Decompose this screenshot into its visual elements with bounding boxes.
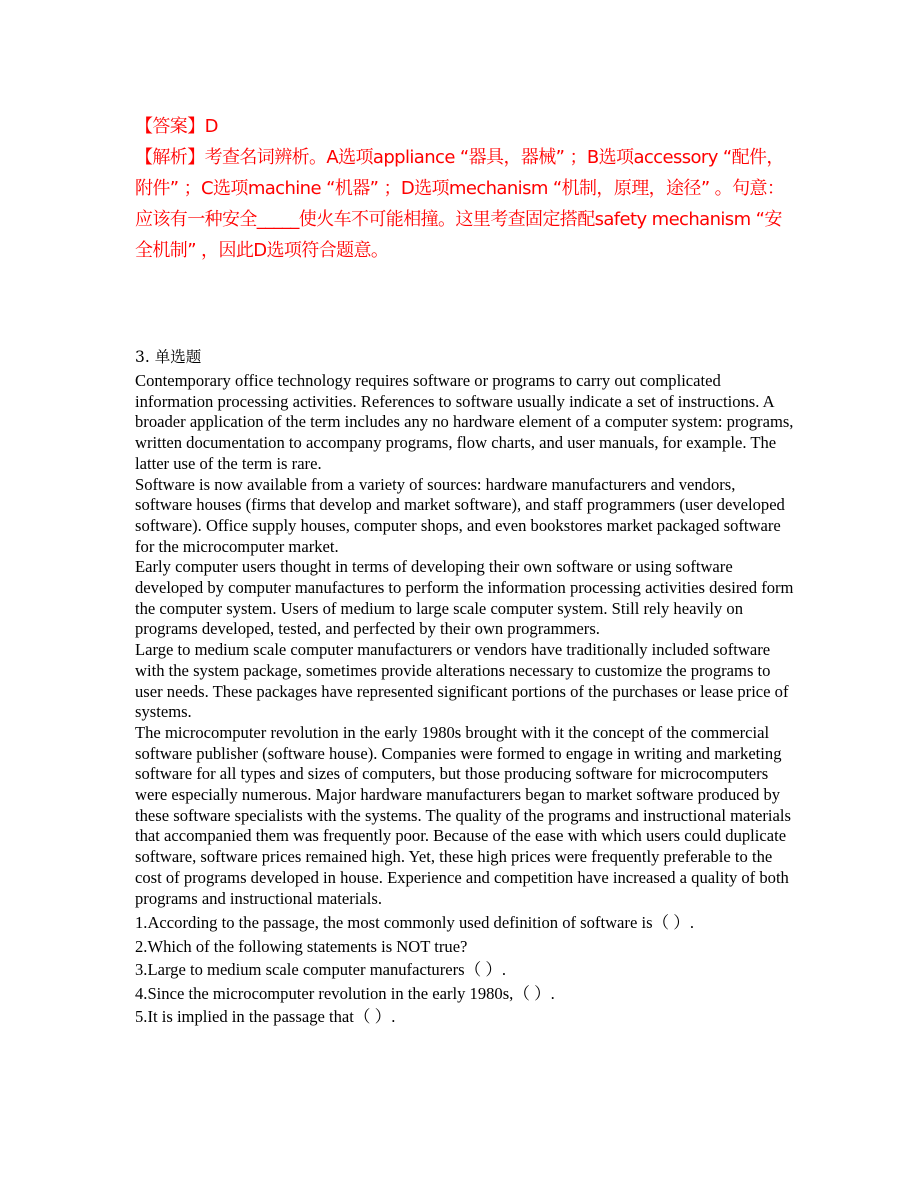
answer-line: 【答案】D xyxy=(135,116,218,137)
sub-question-4: 4.Since the microcomputer revolution in the early 1980s,（ ）. xyxy=(135,983,555,1003)
answer-explanation xyxy=(135,111,795,266)
sub-question-2: 2.Which of the following statements is NOT true? xyxy=(135,936,468,956)
passage-paragraph: Software is now available from a variety of sources: hardware manufacturers and vendors, software houses (firms that develop and market software), and staff programmers (user developed software). Office supply houses, computer shops, and even bookstores market packaged software for the microcomputer market. xyxy=(135,474,785,556)
question-section xyxy=(135,346,795,1028)
passage-paragraph: The microcomputer revolution in the early 1980s brought with it the concept of the commercial software publisher (software house). Companies were formed to engage in writing and marketing software for all types and sizes of computers, but those producing software for microcomputers were especially numerous. Major hardware manufacturers began to market software produced by these software specialists with the systems. The quality of the programs and instructional materials that accompanied them was frequently poor. Because of the ease with which users could duplicate software, software prices remained high. Yet, these high prices were frequently preferable to the cost of programs developed in house. Experience and competition have increased a quality of both programs and instructional materials. xyxy=(135,722,791,908)
passage-paragraph: Large to medium scale computer manufacturers or vendors have traditionally included software with the system package, sometimes provide alterations necessary to customize the programs to user needs. These packages have represented significant portions of the purchases or lease price of systems. xyxy=(135,640,789,722)
passage-paragraph: Early computer users thought in terms of developing their own software or using software developed by computer manufactures to perform the information processing activities desired form the computer system. Users of medium to large scale computer system. Still rely heavily on programs developed, tested, and perfected by their own programmers. xyxy=(135,557,794,639)
sub-question-5: 5.It is implied in the passage that（ ）. xyxy=(135,1006,396,1026)
sub-question-list xyxy=(135,911,795,1028)
analysis-text: 【解析】考查名词辨析。A选项appliance “器具，器械” ；B选项accessory “配件，附件” ；C选项machine “机器” ；D选项mechanism “机制，原理，途径” 。句意：应该有一种安全_____使火车不可能相撞。这里考查固定搭配safety mechanism “安全机制” ，因此D选项符合题意。 xyxy=(135,147,785,261)
sub-question-1: 1.According to the passage, the most commonly used definition of software is（ ）. xyxy=(135,913,695,933)
question-heading: 3. 单选题 xyxy=(135,348,202,366)
sub-question-3: 3.Large to medium scale computer manufacturers（ ）. xyxy=(135,960,507,980)
passage-paragraph: Contemporary office technology requires software or programs to carry out complicated information processing activities. References to software usually indicate a set of instructions. A broader application of the term includes any no hardware element of a computer system: programs, written documentation to accompany programs, flow charts, and user manuals, for example. The latter use of the term is rare. xyxy=(135,371,794,473)
